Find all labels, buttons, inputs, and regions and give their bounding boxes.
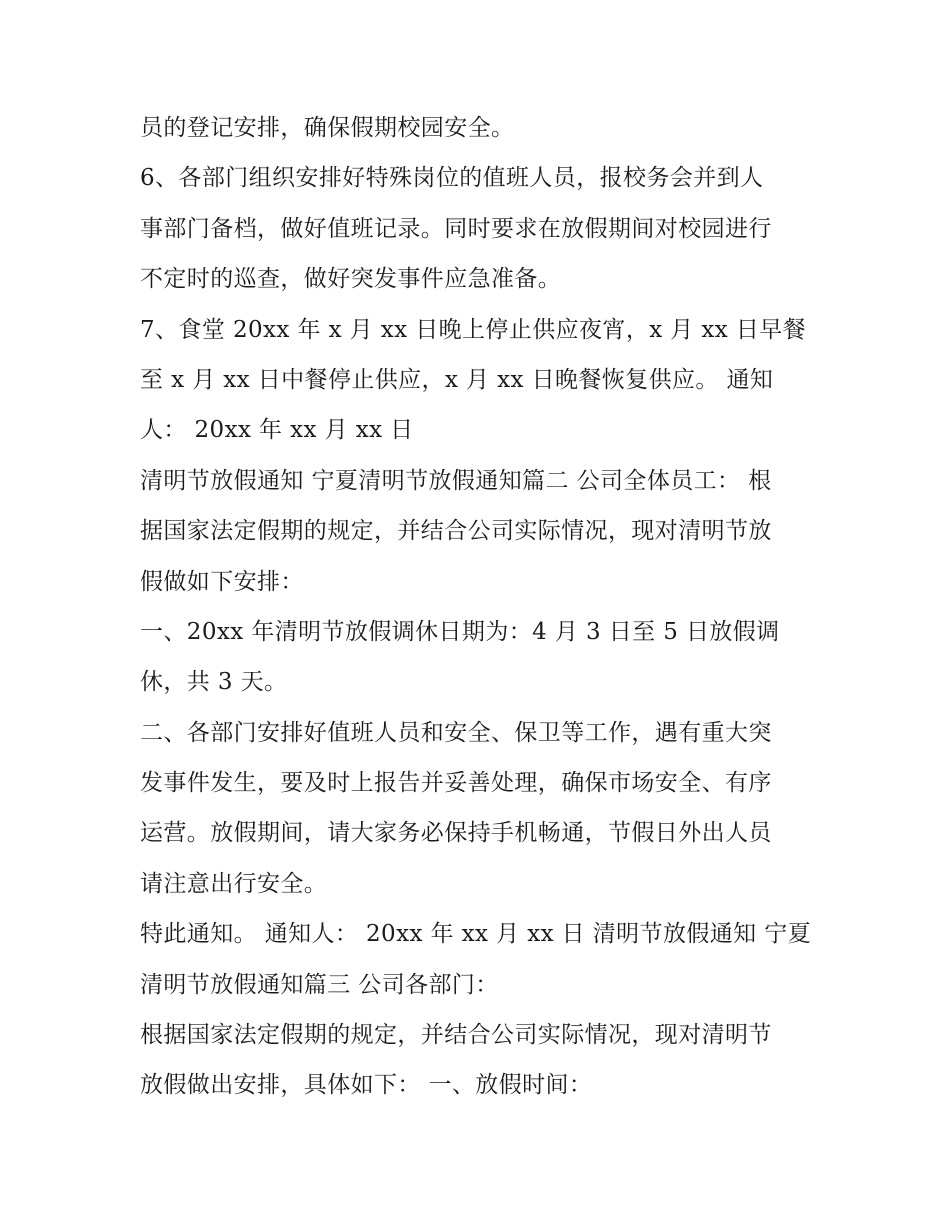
document-body bbox=[140, 103, 820, 1111]
text-line: 7、食堂 20xx 年 x 月 xx 日晚上停止供应夜宵，x 月 xx 日早餐 bbox=[140, 316, 807, 343]
text-line: 假做如下安排： bbox=[140, 568, 304, 595]
text-line: 清明节放假通知篇三 公司各部门： bbox=[140, 971, 499, 998]
text-line: 6、各部门组织安排好特殊岗位的值班人员，报校务会并到人 bbox=[140, 165, 764, 192]
text-line: 放假做出安排，具体如下： 一、放假时间： bbox=[140, 1072, 593, 1099]
text-line: 事部门备档，做好值班记录。同时要求在放假期间对校园进行 bbox=[140, 215, 772, 242]
text-line: 不定时的巡查，做好突发事件应急准备。 bbox=[140, 266, 562, 293]
text-line: 休，共 3 天。 bbox=[140, 669, 288, 696]
text-line: 人： 20xx 年 xx 月 xx 日 bbox=[140, 417, 414, 444]
text-line: 二、各部门安排好值班人员和安全、保卫等工作，遇有重大突 bbox=[140, 719, 772, 746]
text-line: 员的登记安排，确保假期校园安全。 bbox=[140, 115, 515, 141]
text-line: 至 x 月 xx 日中餐停止供应，x 月 xx 日晚餐恢复供应。 通知 bbox=[140, 366, 774, 393]
text-line: 根据国家法定假期的规定，并结合公司实际情况，现对清明节 bbox=[140, 1022, 772, 1049]
text-line: 请注意出行安全。 bbox=[140, 870, 328, 897]
text-line: 一、20xx 年清明节放假调休日期为：4 月 3 日至 5 日放假调 bbox=[140, 618, 780, 645]
text-line: 运营。放假期间，请大家务必保持手机畅通，节假日外出人员 bbox=[140, 820, 772, 847]
text-line: 发事件发生，要及时上报告并妥善处理，确保市场安全、有序 bbox=[140, 770, 772, 797]
text-line: 据国家法定假期的规定，并结合公司实际情况，现对清明节放 bbox=[140, 518, 772, 545]
text-line: 特此通知。 通知人： 20xx 年 xx 月 xx 日 清明节放假通知 宁夏 bbox=[140, 921, 812, 948]
text-line: 清明节放假通知 宁夏清明节放假通知篇二 公司全体员工： 根 bbox=[140, 467, 772, 494]
